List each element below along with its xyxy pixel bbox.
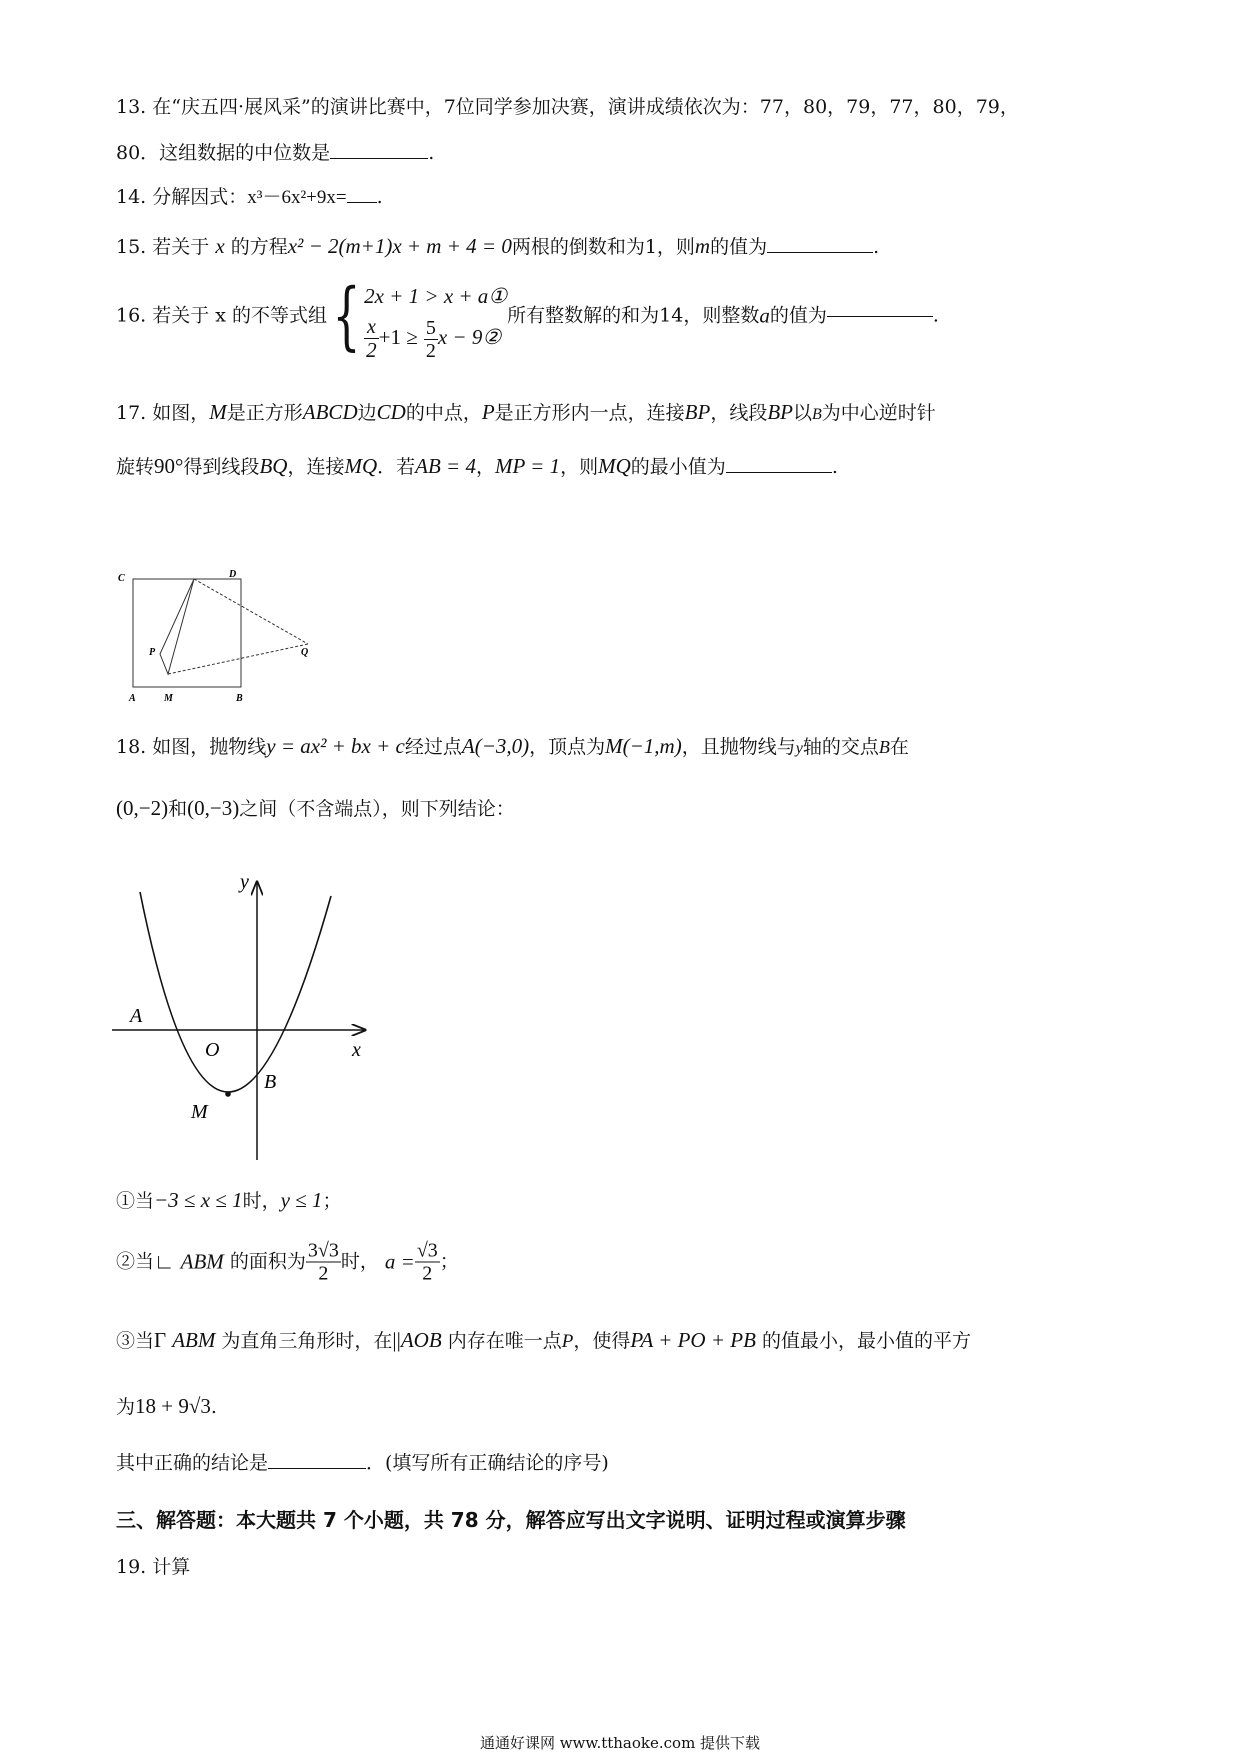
- conclusion-end: ．(填写所有正确结论的序号): [366, 1452, 609, 1474]
- c3-c: 内存在唯一点: [447, 1330, 562, 1352]
- q17-label-P: P: [149, 647, 156, 658]
- q17-BQ: BQ: [259, 454, 288, 478]
- q16-frac-left-den: 2: [366, 338, 377, 362]
- q14-line: [116, 186, 383, 210]
- q17-l2a: 旋转: [116, 456, 155, 478]
- q17-l2e: ，: [475, 456, 495, 478]
- c2-ABM: ABM: [180, 1249, 224, 1274]
- q17-l2c: ，连接: [287, 456, 345, 478]
- q16-end-text: 的值为: [769, 304, 827, 327]
- q16-row1: 2x + 1 > x + a①: [364, 284, 508, 308]
- q17-MQ: MQ: [344, 454, 378, 478]
- q17-figure: [110, 565, 330, 705]
- q16-row2: [364, 316, 507, 362]
- q17-line2: [116, 454, 838, 479]
- q13-line2: [116, 142, 434, 165]
- c2-a: ②当: [116, 1250, 155, 1273]
- q18-ptM: M(−1,m): [605, 734, 682, 758]
- c1-cond: −3 ≤ x ≤ 1: [154, 1188, 243, 1212]
- q16-prefix: 16. 若关于 x 的不等式组: [116, 304, 328, 327]
- q15-end: .: [873, 236, 880, 258]
- q18-B: B: [878, 737, 890, 757]
- q17-line-MQ: [168, 644, 308, 674]
- q18-vertex-dot: [225, 1091, 231, 1097]
- q17-P: P: [481, 400, 495, 424]
- q13-end: .: [428, 142, 435, 164]
- q17-label-A: A: [129, 693, 136, 704]
- q16-row2-mid: +1 ≥: [378, 325, 418, 350]
- q18-l2b: 和: [168, 798, 188, 820]
- q18-label-O: O: [205, 1039, 220, 1061]
- q17-label-M: M: [164, 693, 173, 704]
- c2-c: 时，: [340, 1250, 379, 1273]
- q16-line: [116, 273, 939, 362]
- q18-l1f: 在: [889, 736, 909, 758]
- c1-a: ①当: [116, 1190, 155, 1212]
- c2-box: ∟: [154, 1249, 175, 1274]
- conclusion-1: [116, 1188, 341, 1213]
- c1-b: 时，: [242, 1190, 281, 1212]
- c3-a: ③当: [116, 1330, 155, 1352]
- q18-line2: [116, 796, 515, 821]
- q16-frac-right-num: 5: [425, 316, 436, 339]
- q18-label-x: x: [352, 1039, 361, 1061]
- q17-answer-blank: [726, 471, 832, 473]
- q16-end: .: [932, 304, 939, 327]
- q17-BP: BP: [684, 400, 711, 424]
- q17-AB4: AB = 4: [415, 454, 476, 478]
- q15-line: [116, 234, 879, 259]
- q16-answer-blank: [827, 315, 933, 317]
- c1-c: ；: [322, 1190, 342, 1212]
- q17-l1d: 的中点，: [405, 402, 482, 424]
- q18-l2d: 之间（不含端点），则下列结论：: [239, 798, 515, 820]
- q18-graph: [100, 860, 380, 1170]
- q15-mid2: 两根的倒数和为1，则: [511, 236, 695, 258]
- q14-answer-blank: [347, 201, 377, 203]
- q16-row2-end: x − 9②: [437, 325, 502, 350]
- q17-l2f: ，则: [560, 456, 599, 478]
- q15-equation: x² − 2(m+1)x + m + 4 = 0: [287, 234, 512, 258]
- c3-b: 为直角三角形时，在: [221, 1330, 393, 1352]
- q15-prefix: 15. 若关于: [116, 236, 210, 258]
- page-footer: 通通好课网 www.tthaoke.com 提供下载: [479, 1734, 761, 1752]
- q18-l2a: (0,−2): [116, 796, 169, 820]
- q17-deg: 90°: [154, 454, 184, 478]
- conclusion-text: 其中正确的结论是: [116, 1452, 269, 1474]
- c2-b: 的面积为: [229, 1250, 306, 1273]
- c3-e: 的值最小，最小值的平方: [761, 1330, 971, 1352]
- q18-l2c: (0,−3): [187, 796, 240, 820]
- q17-l1h: 为中心逆时针: [821, 402, 936, 424]
- q16-frac-left: [364, 316, 379, 362]
- q13-line1: 13. 在“庆五四·展风采”的演讲比赛中，7位同学参加决赛，演讲成绩依次为：77，80，79，77，80，79，: [116, 96, 1019, 118]
- q16-system: [364, 276, 508, 362]
- c3-box: Γ: [154, 1328, 167, 1352]
- c2-a-eq: a =: [384, 1249, 415, 1274]
- q18-label-M: M: [191, 1101, 208, 1123]
- c3-l2a: 为: [116, 1396, 136, 1418]
- c3-d: ，使得: [573, 1330, 631, 1352]
- q19-line: 19. 计算: [116, 1556, 191, 1578]
- q18-l1d: ，且抛物线与: [681, 736, 796, 758]
- c2-frac-den: 2: [318, 1262, 329, 1285]
- q14-end: .: [376, 186, 383, 208]
- c3-sum: PA + PO + PB: [630, 1328, 756, 1352]
- q18-eq: y = ax² + bx + c: [266, 734, 405, 758]
- q18-line1: [116, 734, 909, 759]
- q17-label-C: C: [118, 573, 125, 584]
- q16-frac-right: [424, 317, 438, 362]
- q15-answer-blank: [767, 251, 873, 253]
- q17-line1: [116, 400, 936, 425]
- q16-after: 所有整数解的和为14，则整数: [507, 304, 760, 327]
- q17-label-B: B: [236, 693, 243, 704]
- c2-frac-num: 3√3: [307, 1239, 339, 1262]
- q15-end-text: 的值为: [710, 236, 768, 258]
- q17-end: .: [831, 456, 838, 478]
- q17-triangle-DPM: [160, 579, 194, 674]
- q17-l2g: 的最小值为: [630, 456, 726, 478]
- q14-expr: x³－6x²+9x=: [247, 187, 347, 208]
- q18-l1e: 轴的交点: [802, 736, 879, 758]
- c3-ABM: ABM: [172, 1328, 216, 1352]
- c3-P: P: [561, 1331, 574, 1352]
- c2-d: ；: [439, 1250, 459, 1273]
- c1-res: y ≤ 1: [280, 1188, 323, 1212]
- c2-frac2-den: 2: [422, 1262, 433, 1285]
- q17-CD: CD: [376, 400, 406, 424]
- q18-l1b: 经过点: [404, 736, 462, 758]
- c3-box2: ||: [392, 1328, 401, 1352]
- q18-l1c: ，顶点为: [529, 736, 606, 758]
- c3-val: 18 + 9√3: [135, 1394, 211, 1418]
- c2-frac: [306, 1240, 341, 1285]
- q18-label-B: B: [264, 1071, 277, 1093]
- conclusion-3-line1: [116, 1328, 971, 1354]
- c3-l2b: .: [210, 1396, 217, 1418]
- q17-l1g: 以: [793, 402, 813, 424]
- q18-y: y: [795, 740, 803, 757]
- q17-l1c: 边: [357, 402, 377, 424]
- conclusion-2: [116, 1240, 459, 1285]
- q15-mid: 的方程: [230, 236, 288, 258]
- q17-label-Q: Q: [301, 647, 309, 658]
- c2-frac2: [415, 1240, 440, 1285]
- q17-B: B: [812, 406, 822, 423]
- q16-frac-right-den: 2: [425, 339, 436, 362]
- q14-prefix: 14. 分解因式：: [116, 186, 248, 208]
- section-3-heading: 三、解答题：本大题共 7 个小题，共 78 分，解答应写出文字说明、证明过程或演算步骤: [116, 1508, 906, 1532]
- c2-frac2-num: √3: [416, 1239, 438, 1262]
- q18-label-y: y: [240, 871, 249, 893]
- q13-answer-blank: [330, 157, 428, 159]
- q18-ptA: A(−3,0): [461, 734, 530, 758]
- q17-l1f: ，线段: [710, 402, 768, 424]
- q16-frac-left-num: x: [364, 316, 379, 339]
- conclusion-prompt: [116, 1452, 609, 1475]
- q15-var-x: x: [215, 234, 225, 258]
- q17-MQ2: MQ: [598, 454, 631, 478]
- c3-AOB: AOB: [400, 1328, 442, 1352]
- conclusion-answer-blank: [268, 1467, 366, 1469]
- q17-MP1: MP = 1: [494, 454, 561, 478]
- q17-l2d: ．若: [377, 456, 416, 478]
- q17-l1b: 是正方形: [226, 402, 303, 424]
- conclusion-3-line2: [116, 1394, 217, 1419]
- q15-var-m: m: [694, 234, 711, 258]
- q17-l1a: 17. 如图，: [116, 402, 210, 424]
- q18-l1a: 18. 如图，抛物线: [116, 736, 267, 758]
- q16-var-a: a: [759, 303, 770, 328]
- q17-label-D: D: [229, 569, 237, 580]
- q13-text: 80．这组数据的中位数是: [116, 142, 331, 164]
- q17-l1e: 是正方形内一点，连接: [494, 402, 685, 424]
- q17-ABCD: ABCD: [302, 400, 358, 424]
- q17-BP2: BP: [767, 400, 793, 424]
- q16-brace: {: [332, 273, 361, 359]
- q17-l2b: 得到线段: [183, 456, 260, 478]
- q18-label-A: A: [130, 1005, 143, 1027]
- q17-M: M: [209, 400, 227, 424]
- q17-line-DQ: [194, 579, 308, 644]
- q18-parabola: [140, 892, 331, 1092]
